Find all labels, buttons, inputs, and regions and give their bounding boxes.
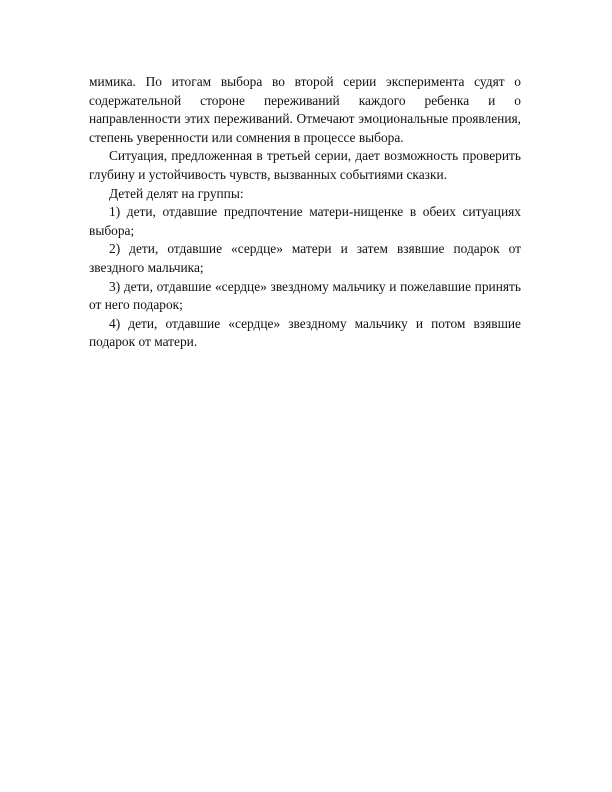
document-page	[89, 73, 521, 352]
paragraph-groups-intro: Детей делят на группы:	[109, 185, 244, 201]
paragraph-selection-results: мимика. По итогам выбора во второй серии эксперимента судят о содержательной стороне переживаний каждого ребенка и о направленности этих переживаний. Отмечают эмоциональные проявления, степень уверенности или сомнения в процессе выбора.	[89, 74, 521, 145]
group-item-1: 1) дети, отдавшие предпочтение матери-нищенке в обеих ситуациях выбора;	[89, 204, 521, 238]
group-item-3: 3) дети, отдавшие «сердце» звездному мальчику и пожелавшие принять от него подарок;	[89, 278, 521, 313]
group-item-2: 2) дети, отдавшие «сердце» матери и затем взявшие подарок от звездного мальчика;	[89, 241, 521, 275]
paragraph-third-series: Ситуация, предложенная в третьей серии, дает возможность проверить глубину и устойчивость чувств, вызванных событиями сказки.	[89, 148, 521, 182]
group-item-4: 4) дети, отдавшие «сердце» звездному мальчику и потом взявшие подарок от матери.	[89, 315, 521, 350]
